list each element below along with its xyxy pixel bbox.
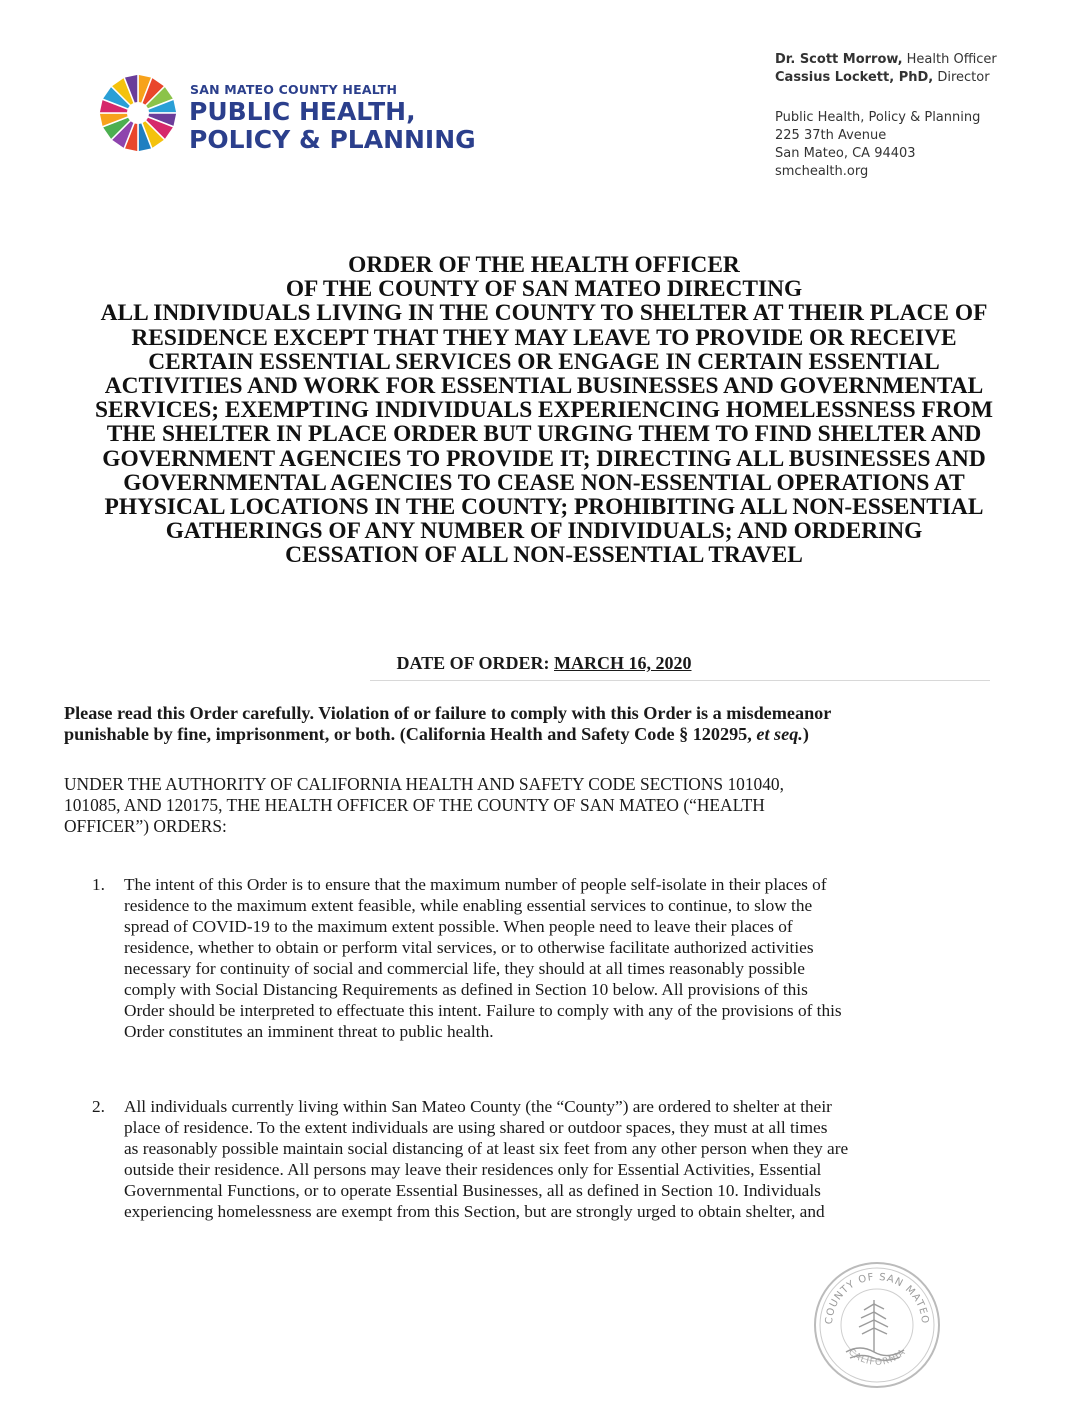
officer-line <box>775 51 997 69</box>
item-line: necessary for continuity of social and commercial life, they should at all times reasonably possible <box>124 959 805 978</box>
item-line: Governmental Functions, or to operate Essential Businesses, all as defined in Section 10. Individuals <box>124 1181 821 1200</box>
title-line: SERVICES; EXEMPTING INDIVIDUALS EXPERIENCING HOMELESSNESS FROM <box>95 397 993 424</box>
title-line: GOVERNMENTAL AGENCIES TO CEASE NON-ESSENTIAL OPERATIONS AT <box>123 469 965 496</box>
item-line: as reasonably possible maintain social distancing of at least six feet from any other person when they are <box>124 1139 849 1158</box>
county-seal-icon <box>812 1260 942 1390</box>
order-date <box>0 653 1088 674</box>
title-line: ALL INDIVIDUALS LIVING IN THE COUNTY TO SHELTER AT THEIR PLACE OF <box>100 300 988 327</box>
order-title <box>40 253 1048 568</box>
warning-notice <box>64 703 1024 745</box>
brand-subtitle: SAN MATEO COUNTY HEALTH <box>190 82 398 97</box>
director-title: Director <box>937 70 990 85</box>
title-line: ORDER OF THE HEALTH OFFICER <box>348 252 740 278</box>
warning-italic: et seq. <box>756 724 803 744</box>
title-line: GATHERINGS OF ANY NUMBER OF INDIVIDUALS; AND ORDERING <box>165 518 923 545</box>
item-number: 2. <box>92 1097 105 1116</box>
mosaic-logo-icon <box>97 72 179 154</box>
department-name: Public Health, Policy & Planning <box>775 110 981 125</box>
date-value: MARCH 16, 2020 <box>554 653 692 673</box>
title-line: OF THE COUNTY OF SAN MATEO DIRECTING <box>285 276 803 303</box>
item-line: All individuals currently living within San Mateo County (the “County”) are ordered to shelter at their <box>124 1097 832 1116</box>
officer-title: Health Officer <box>906 52 997 67</box>
title-line: ACTIVITIES AND WORK FOR ESSENTIAL BUSINESSES AND GOVERNMENTAL <box>104 373 984 400</box>
item-line: Order should be interpreted to effectuate this intent. Failure to comply with any of the provisions of this <box>124 1001 842 1020</box>
title-line: CERTAIN ESSENTIAL SERVICES OR ENGAGE IN CERTAIN ESSENTIAL <box>148 348 940 375</box>
warning-line: Please read this Order carefully. Violation of or failure to comply with this Order is a misdemeanor <box>64 703 832 723</box>
title-line: PHYSICAL LOCATIONS IN THE COUNTY; PROHIBITING ALL NON-ESSENTIAL <box>104 494 984 521</box>
authority-paragraph <box>64 774 1024 837</box>
title-line: GOVERNMENT AGENCIES TO PROVIDE IT; DIRECTING ALL BUSINESSES AND <box>102 445 986 472</box>
officer-name: Dr. Scott Morrow, <box>775 52 903 67</box>
warning-line: punishable by fine, imprisonment, or both. (California Health and Safety Code § 120295, et seq.) <box>64 724 809 744</box>
item-line: residence to the maximum extent feasible, while enabling essential services to continue, to slow the <box>124 896 813 915</box>
item-line: The intent of this Order is to ensure that the maximum number of people self-isolate in their places of <box>124 875 827 894</box>
svg-text:CALIFORNIA: CALIFORNIA <box>846 1347 908 1368</box>
svg-text:COUNTY OF SAN MATEO: COUNTY OF SAN MATEO <box>823 1271 931 1325</box>
director-line <box>775 69 990 87</box>
address-city: San Mateo, CA 94403 <box>775 146 916 161</box>
authority-line: 101085, AND 120175, THE HEALTH OFFICER OF THE COUNTY OF SAN MATEO (“HEALTH <box>64 795 765 815</box>
title-line: THE SHELTER IN PLACE ORDER BUT URGING THEM TO FIND SHELTER AND <box>106 421 982 448</box>
authority-line: UNDER THE AUTHORITY OF CALIFORNIA HEALTH AND SAFETY CODE SECTIONS 101040, <box>64 774 784 794</box>
brand-title-line1: PUBLIC HEALTH, <box>189 97 416 126</box>
item-number: 1. <box>92 875 105 894</box>
divider <box>370 680 990 681</box>
item-line: experiencing homelessness are exempt from this Section, but are strongly urged to obtain shelter, and <box>124 1202 825 1221</box>
date-label: DATE OF ORDER: <box>396 653 550 673</box>
item-line: residence, whether to obtain or perform vital services, or to otherwise facilitate authorized activities <box>124 938 814 957</box>
director-name: Cassius Lockett, PhD, <box>775 70 934 85</box>
item-line: comply with Social Distancing Requirements as defined in Section 10 below. All provisions of this <box>124 980 808 999</box>
item-line: outside their residence. All persons may leave their residences only for Essential Activities, Essential <box>124 1160 822 1179</box>
address-street: 225 37th Avenue <box>775 128 887 143</box>
authority-line: OFFICER”) ORDERS: <box>64 816 227 836</box>
title-line: CESSATION OF ALL NON-ESSENTIAL TRAVEL <box>285 542 803 569</box>
brand-title-line2: POLICY & PLANNING <box>189 125 476 154</box>
item-line: Order constitutes an imminent threat to public health. <box>124 1022 494 1041</box>
item-line: spread of COVID-19 to the maximum extent possible. When people need to leave their places of <box>124 917 793 936</box>
website-link[interactable]: smchealth.org <box>775 164 869 179</box>
item-line: place of residence. To the extent individuals are using shared or outdoor spaces, they must at all times <box>124 1118 828 1137</box>
title-line: RESIDENCE EXCEPT THAT THEY MAY LEAVE TO PROVIDE OR RECEIVE <box>131 324 957 351</box>
